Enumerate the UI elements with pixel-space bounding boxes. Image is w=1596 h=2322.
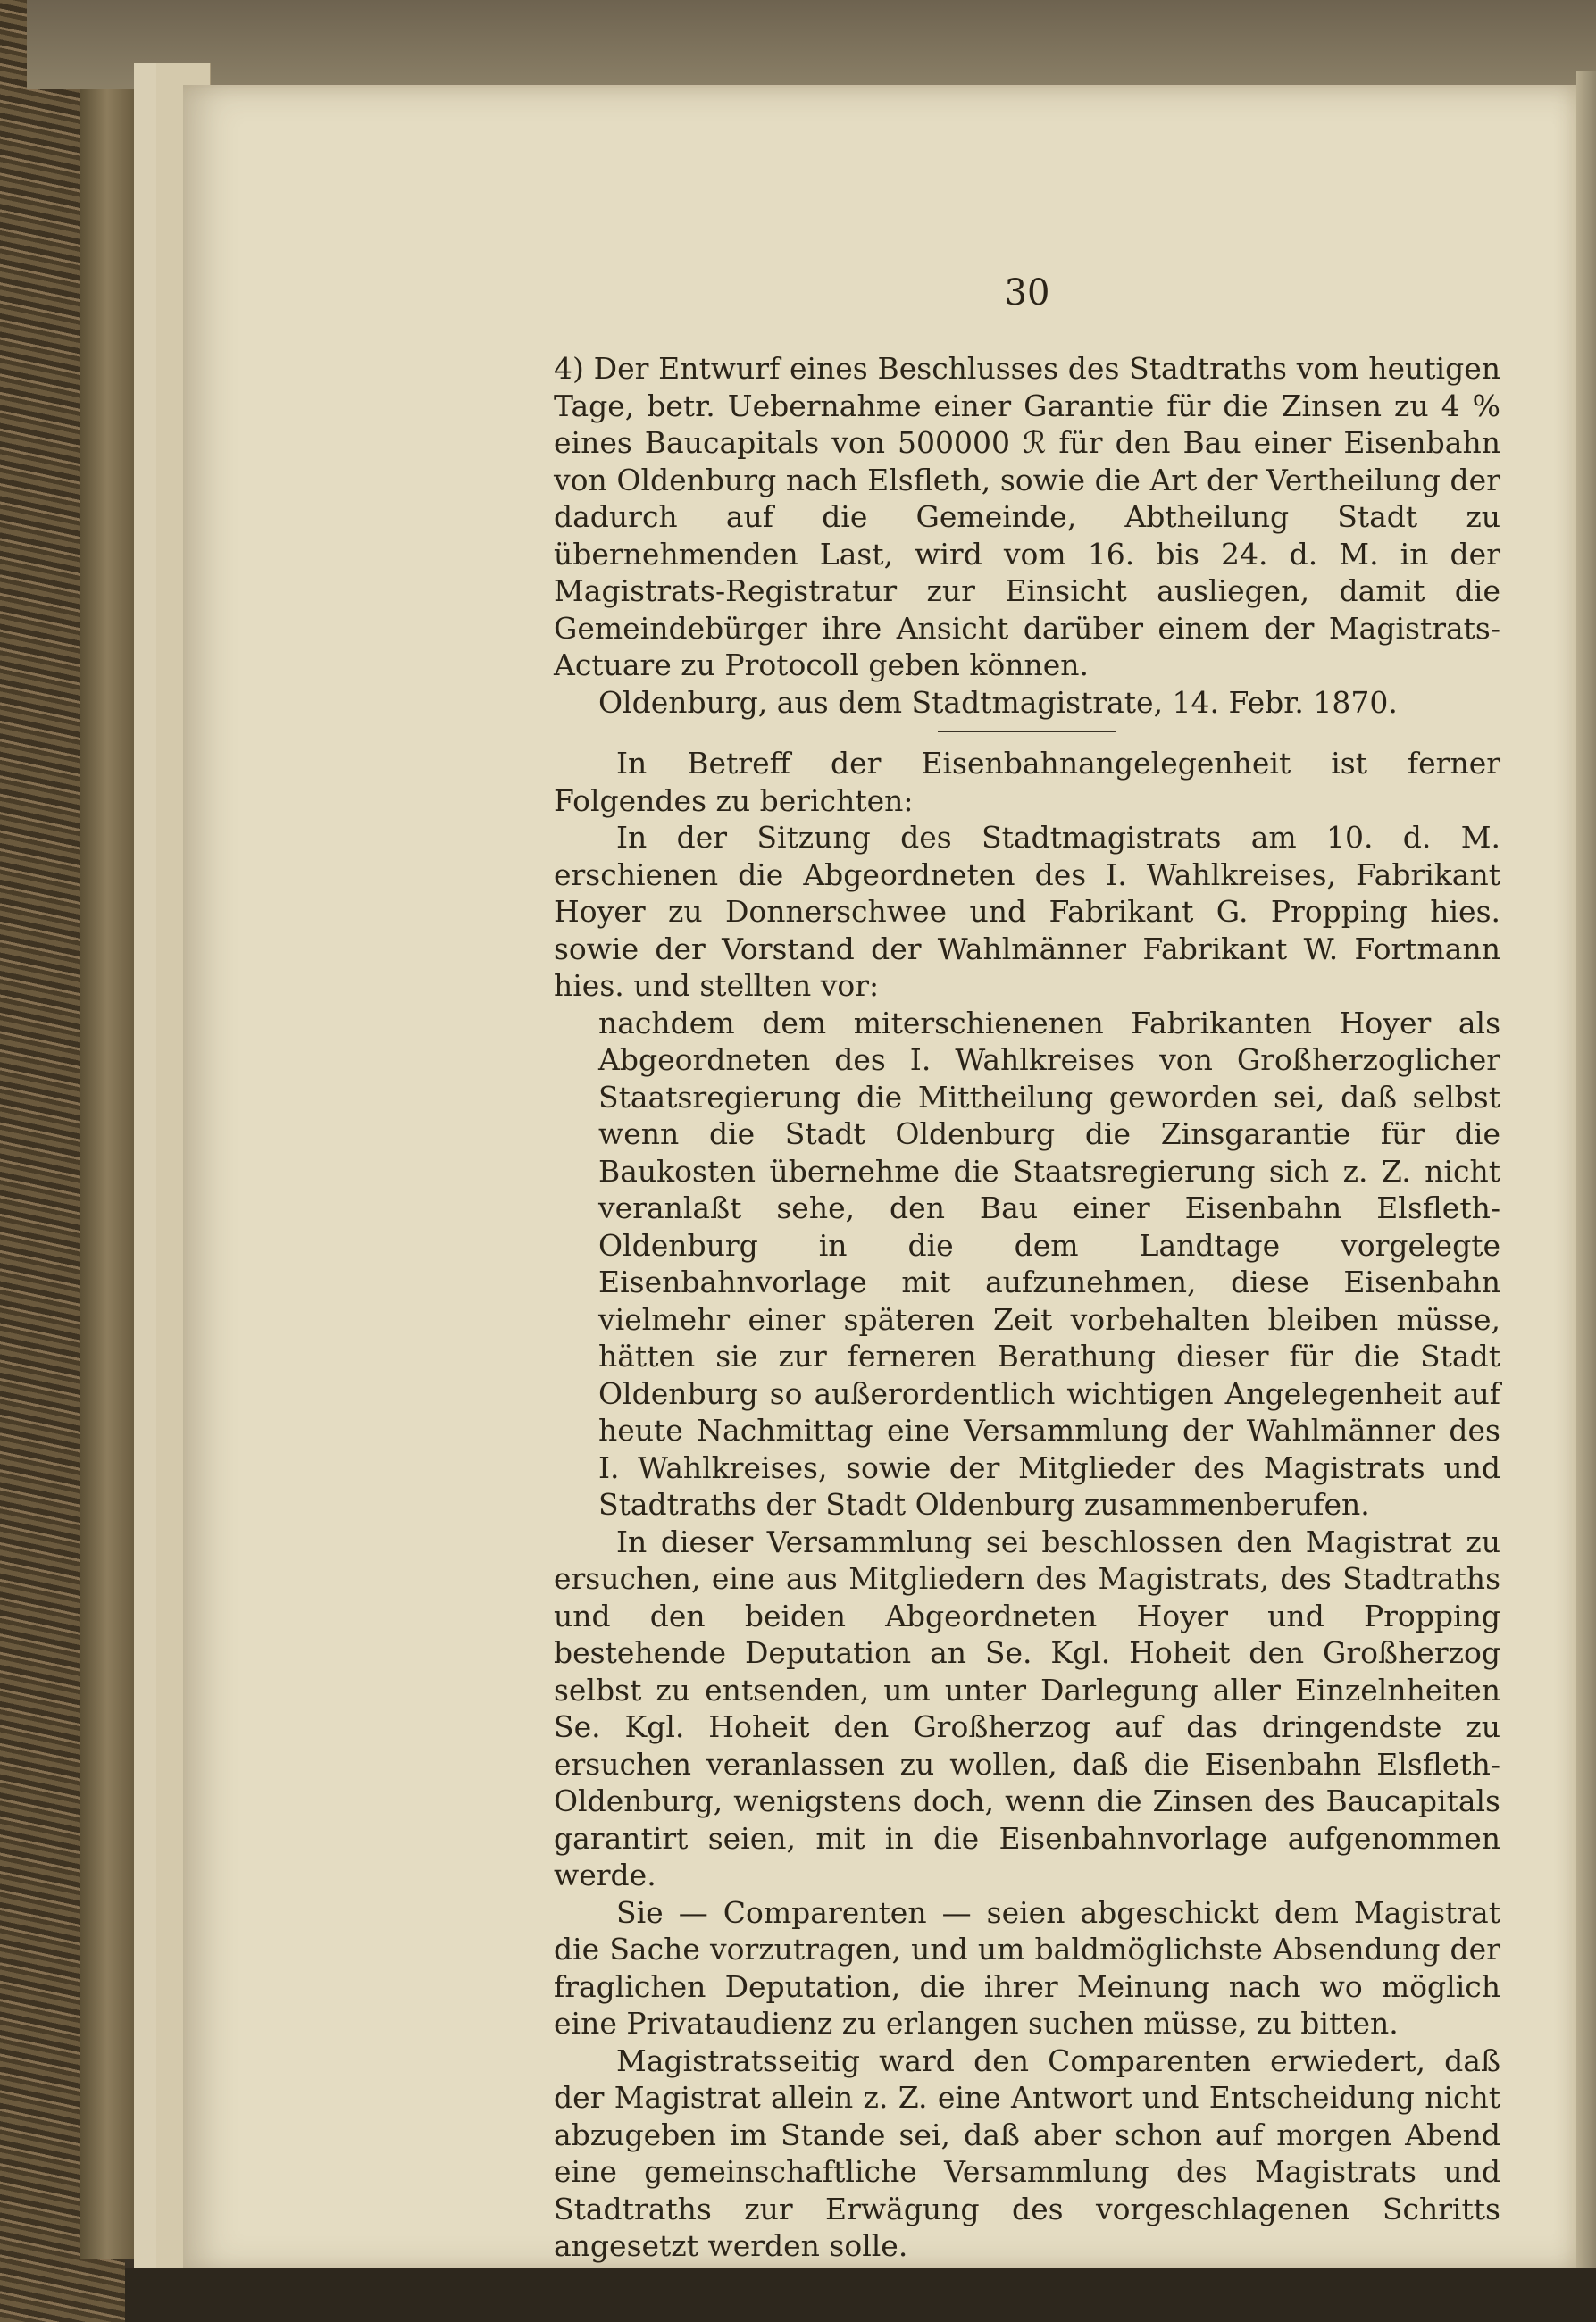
notice-block [554,350,1500,721]
binding-spine [80,54,134,2259]
notice-text: 4) Der Entwurf eines Beschlusses des Stadtraths vom heutigen Tage, betr. Uebernahme einer Garantie für die Zinsen zu 4 % eines Baucapitals von 500000 ℛ︀ für den Bau einer Eisenbahn von Oldenburg nach Elsfleth, sowie die Art der Vertheilung der dadurch auf die Gemeinde, Abtheilung Stadt zu übernehmenden Last, wird vom 16. bis 24. d. M. in der Magistrats-Registratur zur Einsicht ausliegen, damit die Gemeindebürger ihre Ansicht darüber einem der Magistrats-Actuare zu Protocoll geben können. [554,351,1500,682]
paragraph: In dieser Versammlung sei beschlossen den Magistrat zu ersuchen, eine aus Mitgliedern des Magistrats, des Stadtraths und den beiden Abgeordneten Hoyer und Propping bestehende Deputation an Se. Kgl. Hoheit den Großherzog selbst zu entsenden, um unter Darlegung aller Einzelnheiten Se. Kgl. Hoheit den Großherzog auf das dringendste zu ersuchen veranlassen zu wollen, daß die Eisenbahn Elsfleth-Oldenburg, wenigstens doch, wenn die Zinsen des Baucapitals garantirt seien, mit in die Eisenbahnvorlage aufgenommen werde. [554,1524,1500,1892]
notice-dateline: Oldenburg, aus dem Stadtmagistrate, 14. Febr. 1870. [598,684,1398,720]
paragraph: In Betreff der Eisenbahnangelegenheit ist ferner Folgendes zu berichten: [554,746,1500,818]
paragraph: Sie — Comparenten — seien abgeschickt dem Magistrat die Sache vorzutragen, und um baldmöglichste Absendung der fraglichen Deputation, die ihrer Meinung nach wo möglich eine Privataudienz zu erlangen suchen müsse, zu bitten. [554,1894,1500,2041]
paragraph: nachdem dem miterschienenen Fabrikanten Hoyer als Abgeordneten des I. Wahlkreises von Großherzoglicher Staatsregierung die Mittheilung geworden sei, daß selbst wenn die Stadt Oldenburg die Zinsgarantie für die Baukosten übernehme die Staatsregierung sich z. Z. nicht veranlaßt sehe, den Bau einer Eisenbahn Elsfleth-Oldenburg in die dem Landtage vorgelegte Eisenbahnvorlage mit aufzunehmen, diese Eisenbahn vielmehr einer späteren Zeit vorbehalten bleiben müsse, hätten sie zur ferneren Berathung dieser für die Stadt Oldenburg so außerordentlich wichtigen Angelegenheit auf heute Nachmittag eine Versammlung der Wahlmänner des I. Wahlkreises, sowie der Mitglieder des Magistrats und Stadtraths der Stadt Oldenburg zusammenberufen. [598,1005,1500,1522]
book-cover-edge [27,0,1596,89]
page-right-edge [1576,71,1596,2277]
paragraph: In der Sitzung des Stadtmagistrats am 10. d. M. erschienen die Abgeordneten des I. Wahlkreises, Fabrikant Hoyer zu Donnerschwee und Fabrikant G. Propping hies. sowie der Vorstand der Wahlmänner Fabrikant W. Fortmann hies. und stellten vor: [554,820,1500,1003]
paragraph: Magistratsseitig ward den Comparenten erwiedert, daß der Magistrat allein z. Z. eine Antwort und Entscheidung nicht abzugeben im Stande sei, daß aber schon auf morgen Abend eine gemeinschaftliche Versammlung des Magistrats und Stadtraths zur Erwägung des vorgeschlagenen Schritts angesetzt werden solle. [554,2042,1500,2263]
page-text [554,350,1500,2265]
page-number: 30 [1004,272,1050,313]
bottom-shadow [125,2268,1596,2322]
section-divider [938,731,1116,732]
